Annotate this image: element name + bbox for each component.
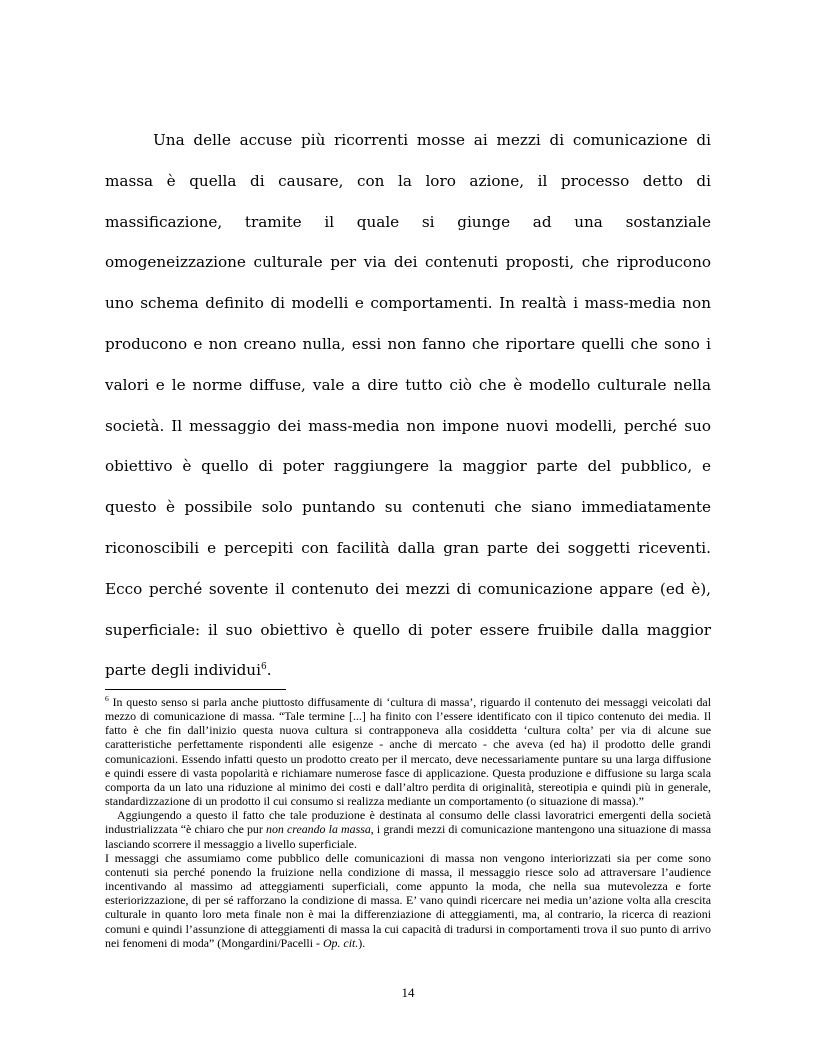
footnote-text-3b: ). — [358, 935, 366, 950]
footnote-block — [105, 695, 711, 950]
footnote-paragraph-3 — [105, 851, 711, 950]
footnote-marker: 6 — [105, 694, 109, 704]
footnote-text-3a: I messaggi che assumiamo come pubblico delle comunicazioni di massa non vengono interiorizzati sia per come sono contenuti sia perché ponendo la fruizione nella condizione di massa, il messaggio riesce solo ad attraversare l’audience incentivando al massimo ad atteggiamenti superficiali, come appunto la moda, che nella sua mutevolezza e forte esteriorizzazione, di per sé rafforzano la condizione di massa. E’ vano quindi ricercare nei media un’azione volta alla crescita culturale in quanto loro meta finale non è mai la differenziazione di atteggiamenti, ma, al contrario, la ricerca di reazioni comuni e quindi l’assunzione di atteggiamenti di massa la cui capacità di tradursi in comportamenti trova il suo punto di arrivo nei fenomeni di moda” (Mongardini/Pacelli - — [105, 850, 711, 950]
footnote-text-1: In questo senso si parla anche piuttosto diffusamente di ‘cultura di massa’, riguardo il contenuto dei messaggi veicolati dal mezzo di comunicazione di massa. “Tale termine [...] ha finito con l’essere identificato con il tipico contenuto dei media. Il fatto è che fin dall’inizio questa nuova cultura si contrapponeva alla cosiddetta ‘cultura colta’ per via di alcune sue caratteristiche perfettamente rispondenti alle esigenze - anche di mercato - che aveva (ed ha) il prodotto delle grandi comunicazioni. Essendo infatti questo un prodotto creato per il mercato, deve necessariamente puntare su una larga diffusione e quindi essere di vasta popolarità e richiamare numerose fasce di applicazione. Questa produzione e diffusione su larga scala comporta da un lato una riduzione al minimo dei costi e dall’altro perdita di originalità, stereotipia e quindi più in generale, standardizzazione di un prodotto il cui consumo si realizza mediante un comportamento (o situazione di massa).” — [105, 695, 711, 809]
paragraph-end: . — [266, 661, 272, 680]
page-number: 14 — [401, 985, 415, 1000]
footnote-paragraph-1 — [105, 695, 711, 808]
footnote-paragraph-2 — [105, 808, 711, 850]
footnote-text-2-italic: non creando la massa — [266, 822, 371, 837]
footnote-separator — [105, 689, 286, 690]
footnote-text-3-italic: Op. cit. — [322, 935, 359, 950]
paragraph-text: Una delle accuse più ricorrenti mosse ai mezzi di comunicazione di massa è quella di causare, con la loro azione, il processo detto di massificazione, tramite il quale si giunge ad una sostanziale omogeneizzazione culturale per via dei contenuti proposti, che riproducono uno schema definito di modelli e comportamenti. In realtà i mass-media non producono e non creano nulla, essi non fanno che riportare quelli che sono i valori e le norme diffuse, vale a dire tutto ciò che è modello culturale nella società. Il messaggio dei mass-media non impone nuovi modelli, perché suo obiettivo è quello di poter raggiungere la maggior parte del pubblico, e questo è possibile solo puntando su contenuti che siano immediatamente riconoscibili e percepiti con facilità dalla gran parte dei soggetti riceventi. Ecco perché sovente il contenuto dei mezzi di comunicazione appare (ed è), superficiale: il suo obiettivo è quello di poter essere fruibile dalla maggior parte degli individui — [105, 131, 711, 680]
footnote-text-2b: , i grandi mezzi di comunicazione mantengono una situazione di massa lasciando scorrere il messaggio a livello superficiale. — [105, 822, 711, 851]
body-paragraph — [105, 120, 711, 691]
footnote-text-2a: Aggiungendo a questo il fatto che tale produzione è destinata al consumo delle classi lavoratrici emergenti della società industrializzata “è chiaro che pur — [105, 808, 711, 837]
footnote-reference[interactable]: 6 — [260, 662, 267, 673]
